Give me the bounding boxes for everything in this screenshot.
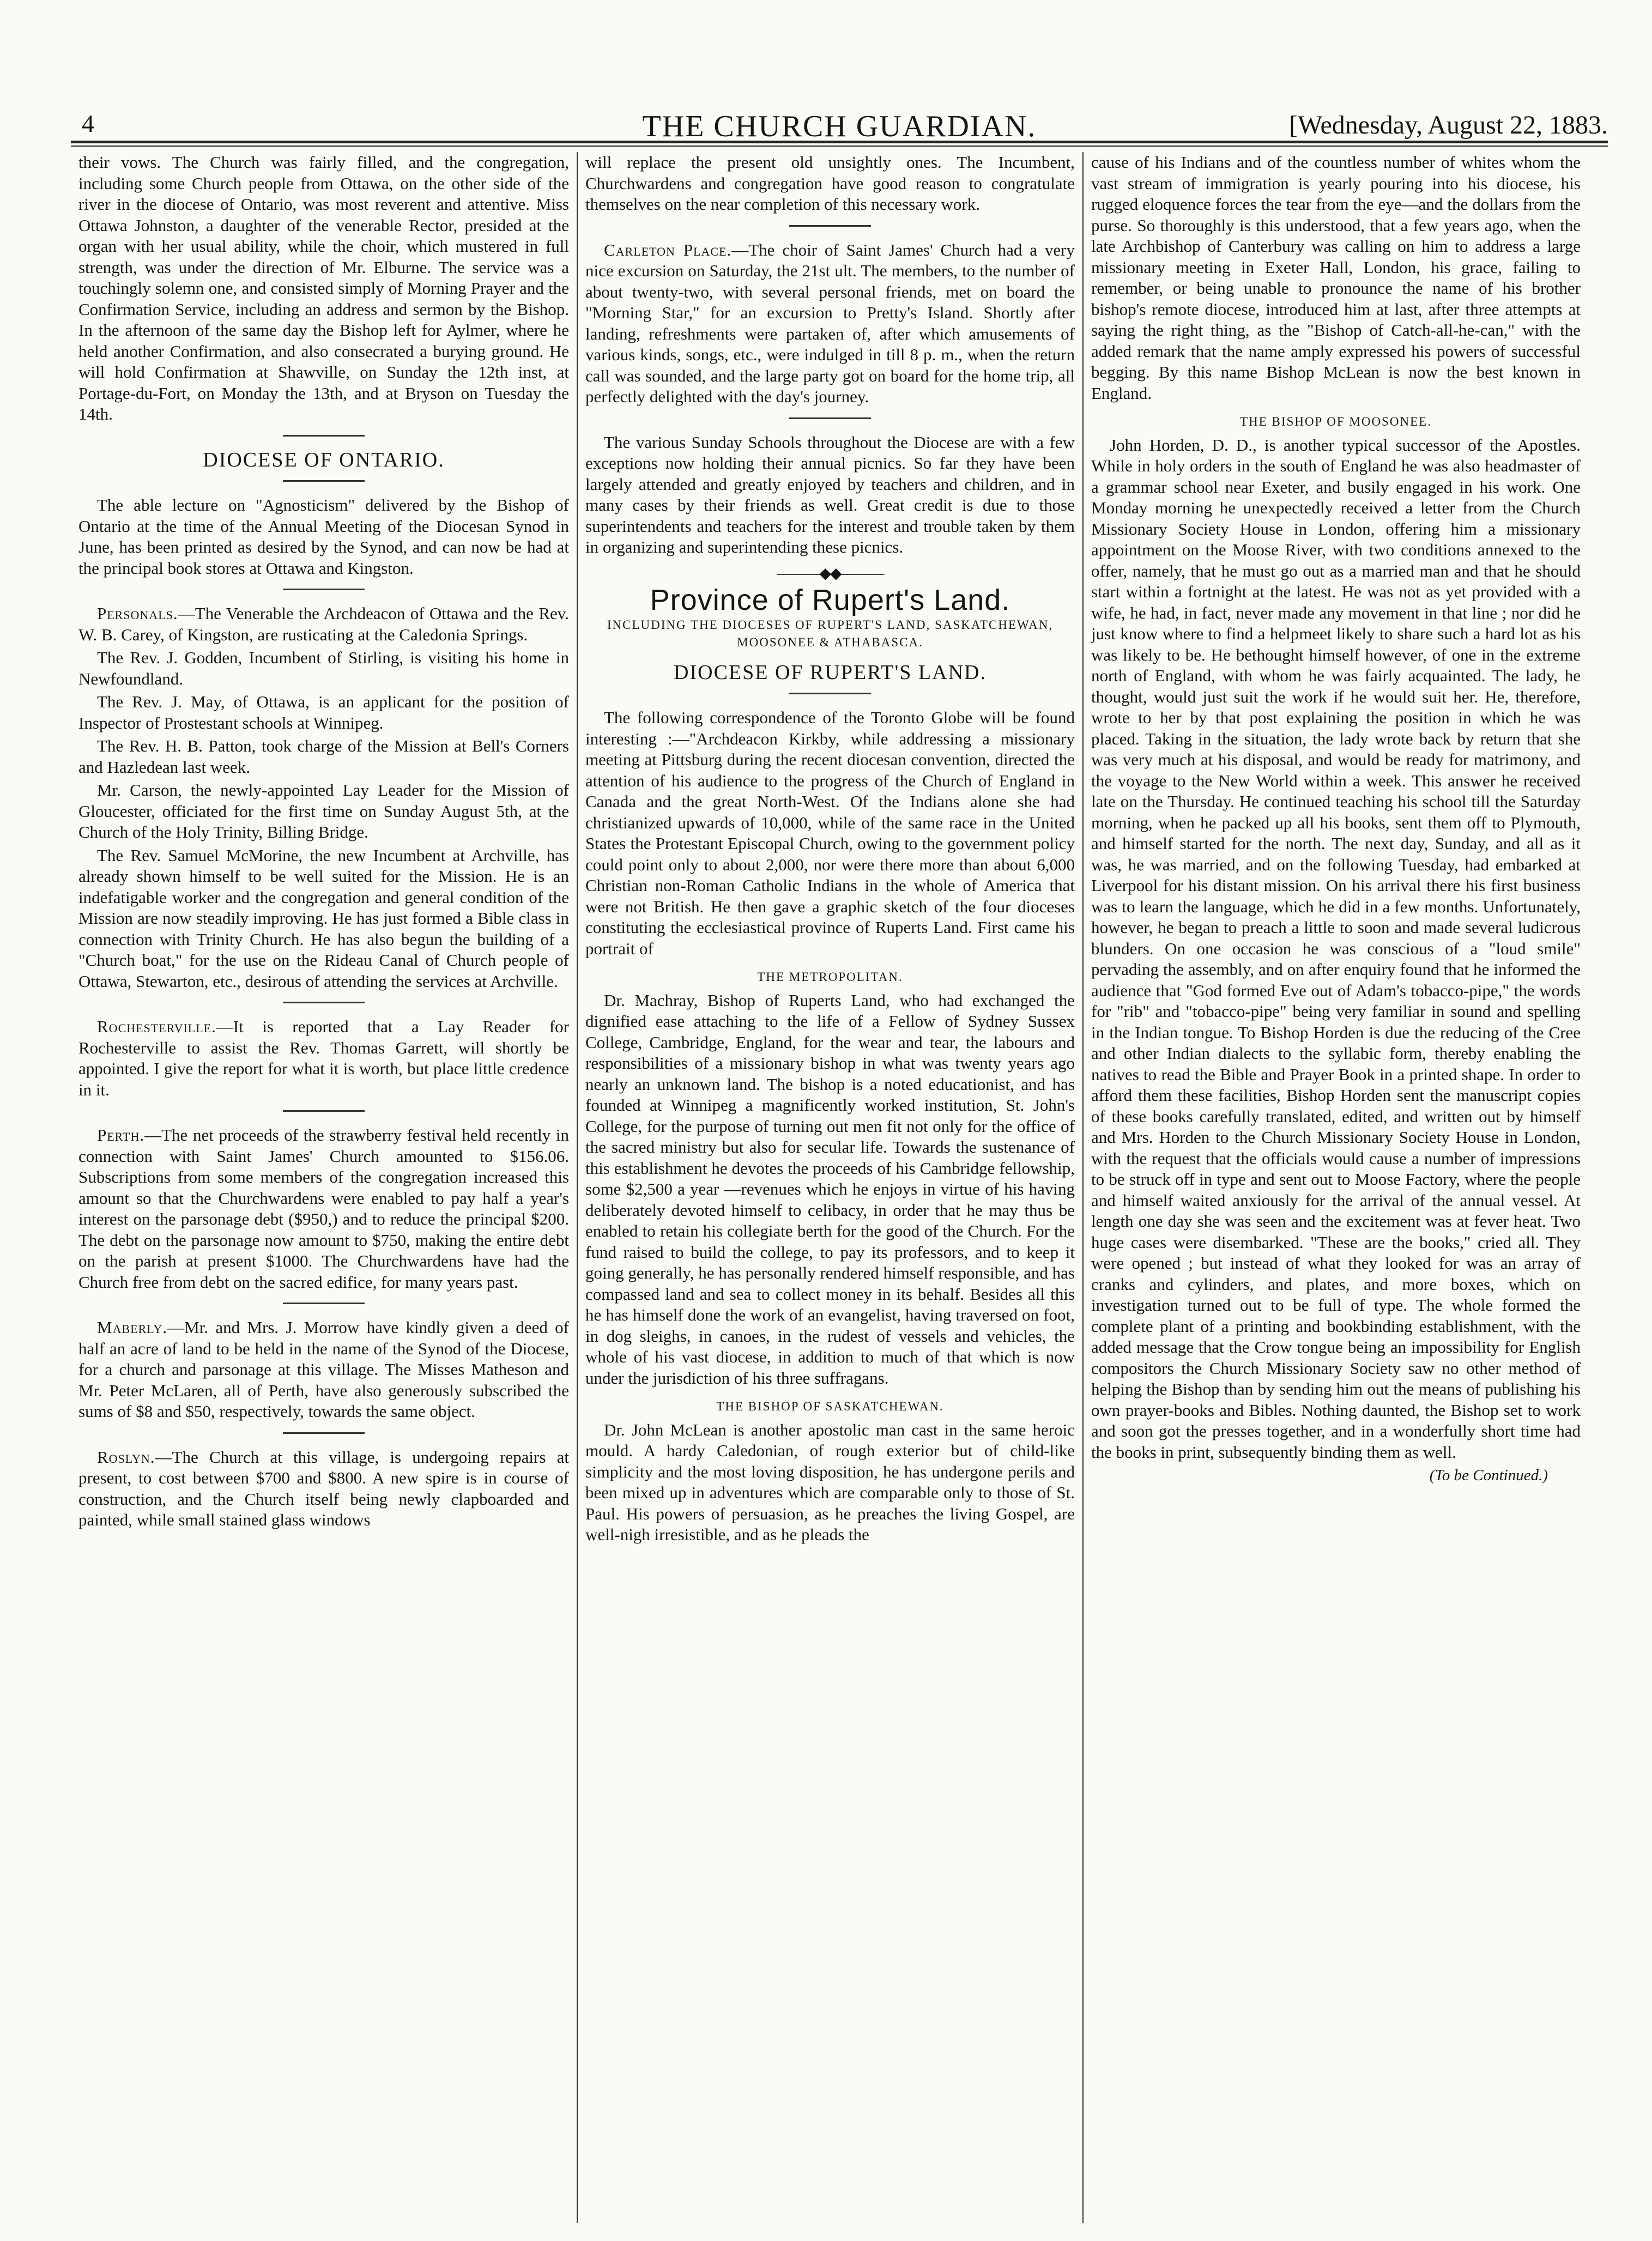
article-paragraph: The following correspondence of the Toronto Globe will be found interesting :—"Archdeacon Kirkby, while addressing a missionary meeting at Pittsburg during the recent diocesan convention, directed the attention of his audience to the progress of the Church of England in Canada and the great North-West. Of the Indians alone she had christianized upwards of 10,000, while of the same race in the United States the Protestant Episcopal Church, owing to the government policy could point only to about 2,000, nor were there more than about 6,000 Christian non-Roman Catholic Indians in the whole of America that were not British. He then gave a graphic sketch of the four dioceses constituting the ecclesiastical province of Ruperts Land. First came his portrait of (585, 708, 1075, 958)
province-subheading: INCLUDING THE DIOCESES OF RUPERT'S LAND, SASKATCHEWAN, MOOSONEE & ATHABASCA. (607, 617, 1054, 649)
article-paragraph: will replace the present old unsightly ones. The Incumbent, Churchwardens and congregation have good reason to congratulate themselves on the near completion of this necessary work. (585, 153, 1075, 214)
columns (71, 152, 1608, 2223)
run-in-head: Personals. (97, 604, 178, 623)
section-divider (283, 1432, 365, 1434)
continued-note: (To be Continued.) (1429, 1467, 1548, 1484)
run-in-head: Carleton Place. (604, 240, 732, 259)
article-paragraph: The Rev. H. B. Patton, took charge of the Mission at Bell's Corners and Hazledean last week. (78, 736, 569, 777)
run-in-head: Roslyn. (97, 1447, 155, 1467)
article-text: —The Church at this village, is undergoing repairs at present, to cost between $700 and $800. A new spire is in course of construction, and the Church itself being newly clapboarded and painted, while small stained glass windows (78, 1447, 569, 1529)
masthead-rule-thin (71, 146, 1608, 147)
article-paragraph: their vows. The Church was fairly filled, and the congregation, including some Church people from Ottawa, on the other side of the river in the diocese of Ontario, was most reverent and attentive. Miss Ottawa Johnston, a daughter of the venerable Rector, presided at the organ with her usual ability, while the choir, which mustered in full strength, was under the direction of Mr. Elburne. The service was a touchingly solemn one, and consisted simply of Morning Prayer and the Confirmation Service, including an address and sermon by the Bishop. In the afternoon of the same day the Bishop left for Aylmer, where he held another Confirmation, and also consecrated a burying ground. He will hold Confirmation at Shawville, on Sunday the 12th inst, at Portage-du-Fort, on Monday the 13th, and at Bryson on Tuesday the 14th. (78, 153, 569, 423)
section-divider (283, 480, 365, 482)
article-paragraph: The Rev. Samuel McMorine, the new Incumbent at Archville, has already shown himself to be well suited for the Mission. He is an indefatigable worker and the congregation and general condition of the Mission are now steadily improving. He has just formed a Bible class in connection with Trinity Church. He has also begun the building of a "Church boat," for the use on the Rideau Canal of Church people of Ottawa, Stewarton, etc., desirous of attending the services at Archville. (78, 845, 569, 991)
article-paragraph: cause of his Indians and of the countless number of whites whom the vast stream of immigration is yearly pouring into his diocese, his rugged eloquence forces the tear from the eye—and the dollars from the purse. So thoroughly is this understood, that a few years ago, when the late Archbishop of Canterbury was calling on him to address a large missionary meeting in Exeter Hall, London, his grace, failing to remember, or being unable to pronounce the name of his brother bishop's remote diocese, introduced him at last, after three attempts at saying the right thing, as the "Bishop of Catch-all-he-can," with the added remark that the name amply expressed his powers of successful begging. By this name Bishop McLean is now the best known in England. (1091, 153, 1581, 403)
article-text: —It is reported that a Lay Reader for Rochesterville to assist the Rev. Thomas Garrett, will shortly be appointed. I give the report for what it is worth, but place little credence in it. (78, 1017, 569, 1099)
article-paragraph: Dr. Machray, Bishop of Ruperts Land, who had exchanged the dignified ease attaching to the life of a Fellow of Sydney Sussex College, Cambridge, England, for the wear and tear, the labours and responsibilities of a missionary bishop in what was twenty years ago nearly an unknown land. The bishop is a noted educationist, and has founded at Winnipeg a magnificently worked institution, St. John's College, for the purpose of turning out men fit not only for the office of the sacred ministry but also for secular life. Towards the sustenance of this establishment he devotes the proceeds of his Cambridge fellowship, some $2,500 a year —revenues which he enjoys in virtue of his having deliberately devoted himself to celibacy, in order that he may thus be enabled to retain his collegiate berth for the good of the Church. For the fund raised to build the college, to pay its professors, and to keep it going generally, he has personally rendered himself responsible, and has compassed land and sea to collect money in its behalf. Besides all this he has himself done the work of an evangelist, having traversed on foot, in dog sleighs, in canoes, in the rudest of vessels and vehicles, the whole of his vast diocese, in addition to much of that which is now under the jurisdiction of his three suffragans. (585, 990, 1075, 1388)
section-divider (283, 1303, 365, 1304)
newspaper-title: THE CHURCH GUARDIAN. (642, 110, 1037, 143)
section-divider (789, 225, 871, 227)
article-paragraph: John Horden, D. D., is another typical successor of the Apostles. While in holy orders in the south of England he was also headmaster of a grammar school near Exeter, and busily engaged in his work. One Monday morning he unexpectedly received a letter from the Church Missionary Society House in London, offering him a missionary appointment on the Moose River, with two conditions annexed to the offer, namely, that he must go out as a married man and that he should start within a fortnight at the latest. He was not as yet provided with a wife, he had, in fact, never made any movement in that line ; nor did he just know where to find a helpmeet likely to share such a hard lot as his was likely to be. He bethought himself however, of one in the extreme north of England, with whom he was fairly acquainted. The lady, he thought, would just suit the work if he would suit her. He, therefore, wrote to her by that post explaining the position in which he was placed. Taking in the situation, the lady wrote back by return that she was very much at his disposal, and would be ready for matrimony, and the voyage to the New World within a week. This answer he received late on the Thursday. He continued teaching his school till the Saturday morning, when he packed up all his books, sent them off to Plymouth, and himself started for the north. The next day, Sunday, and all as it was, he was married, and on the following Tuesday, had embarked at Liverpool for his distant mission. On his arrival there his first business was to learn the language, which he did in a few months. Unfortunately, however, he began to preach a little to soon and made several ludicrous blunders. On one occasion he was conscious of a "loud smile" pervading the assembly, and on after enquiry found that he informed the audience that "God formed Eve out of Adam's tobacco-pipe," the words for "rib" and "tobacco-pipe" being very familiar in sound and spelling in the Indian tongue. To Bishop Horden is due the reducing of the Cree and other Indian dialects to the syllabic form, thereby enabling the natives to read the Bible and Prayer Book in a printed shape. In order to afford them these facilities, Bishop Horden sent the manuscript copies of these books carefully translated, edited, and written out by himself and Mrs. Horden to the Church Missionary Society House in London, with the request that the officials would cause a number of impressions to be struck off in type and sent out to Moose Factory, where the people and himself waited anxiously for the arrival of the annual vessel. At length one day she was seen and the excitement was at fever heat. Two huge cases were disembarked. "These are the books," cried all. They were opened ; but instead of what they looked for was an array of cranks and cylinders, and plates, and more boxes, which on investigation turned out to be full of type. The whole formed the complete plant of a printing and bookbinding establishment, with the added message that the Crow tongue being an impossibility for English compositors the Church Missionary Society saw no other method of helping the Bishop than by sending him out the means of publishing his own prayer-books and Bibles. Nothing daunted, the Bishop set to work and soon got the presses together, and in a wonderfully short time had the books in print, subsequently binding them as well. (1091, 435, 1581, 1462)
column-2 (577, 152, 1082, 2223)
article-paragraph: Mr. Carson, the newly-appointed Lay Leader for the Mission of Gloucester, officiated for the first time on Sunday August 5th, at the Church of the Holy Trinity, Billing Bridge. (78, 780, 569, 841)
article-paragraph: The Rev. J. May, of Ottawa, is an applicant for the position of Inspector of Prostestant schools at Winnipeg. (78, 692, 569, 732)
article-paragraph: The able lecture on "Agnosticism" delivered by the Bishop of Ontario at the time of the Annual Meeting of the Diocesan Synod in June, has been printed as desired by the Synod, and can now be had at the principal book stores at Ottawa and Kingston. (78, 495, 569, 578)
masthead (71, 87, 1608, 143)
province-heading: Province of Rupert's Land. (650, 584, 1010, 616)
page-number: 4 (82, 110, 94, 137)
section-divider (283, 435, 365, 437)
section-divider (283, 1002, 365, 1003)
heading-diocese-ruperts-land: DIOCESE OF RUPERT'S LAND. (674, 661, 987, 684)
column-3 (1082, 152, 1588, 2223)
run-in-head: Maberly. (97, 1318, 168, 1337)
ornament-divider: ———◆◆——— (777, 565, 884, 582)
run-in-head: Rochesterville. (97, 1017, 216, 1036)
article-text: —The Venerable the Archdeacon of Ottawa and the Rev. W. B. Carey, of Kingston, are rusticating at the Caledonia Springs. (78, 604, 569, 644)
article-paragraph: The Rev. J. Godden, Incumbent of Stirling, is visiting his home in Newfoundland. (78, 648, 569, 688)
section-divider (283, 589, 365, 590)
column-1 (71, 152, 577, 2223)
heading-diocese-ontario: DIOCESE OF ONTARIO. (203, 448, 445, 471)
section-divider (789, 693, 871, 694)
section-divider (789, 417, 871, 419)
issue-date: [Wednesday, August 22, 1883. (1289, 111, 1608, 140)
subheading-metropolitan: THE METROPOLITAN. (757, 970, 903, 984)
section-divider (283, 1110, 365, 1112)
article-text: —The choir of Saint James' Church had a very nice excursion on Saturday, the 21st ult. The members, to the number of about twenty-two, with several personal friends, met on board the "Morning Star," for an excursion to Pretty's Island. Shortly after landing, refreshments were partaken of, after which amusements of various kinds, songs, etc., were indulged in till 8 p. m., when the return call was sounded, and the large party got on board for the home trip, all perfectly delighted with the day's journey. (585, 240, 1075, 406)
newspaper-page (71, 87, 1608, 2223)
subheading-saskatchewan: THE BISHOP OF SASKATCHEWAN. (716, 1400, 944, 1413)
article-paragraph: Dr. John McLean is another apostolic man cast in the same heroic mould. A hardy Caledonian, of rough exterior but of child-like simplicity and the most loving disposition, he has undergone perils and been mixed up in adventures which are comparable only to those of St. Paul. His powers of persuasion, as he preaches the living Gospel, are well-nigh irresistible, and as he pleads the (585, 1420, 1075, 1544)
article-paragraph: The various Sunday Schools throughout the Diocese are with a few exceptions now holding their annual picnics. So far they have been largely attended and greatly enjoyed by teachers and children, and in many cases by their friends as well. Great credit is due to those superintendents and teachers for the interest and trouble taken by them in organizing and superintending these picnics. (585, 432, 1075, 556)
article-text: —Mr. and Mrs. J. Morrow have kindly given a deed of half an acre of land to be held in the name of the Synod of the Diocese, for a church and parsonage at this village. The Misses Matheson and Mr. Peter McLaren, all of Perth, have also generously subscribed the sums of $8 and $50, respectively, towards the same object. (78, 1318, 569, 1421)
article-text: —The net proceeds of the strawberry festival held recently in connection with Saint James' Church amounted to $156.06. Subscriptions from some members of the congregation increased this amount so that the Churchwardens were enabled to pay half a year's interest on the parsonage debt ($950,) and to reduce the principal $200. The debt on the parsonage now amount to $750, making the entire debt on the parish at present $1000. The Churchwardens have had the Church free from debt on the sacred edifice, for many years past. (78, 1125, 569, 1292)
run-in-head: Perth. (97, 1125, 145, 1144)
subheading-moosonee: THE BISHOP OF MOOSONEE. (1240, 415, 1432, 428)
